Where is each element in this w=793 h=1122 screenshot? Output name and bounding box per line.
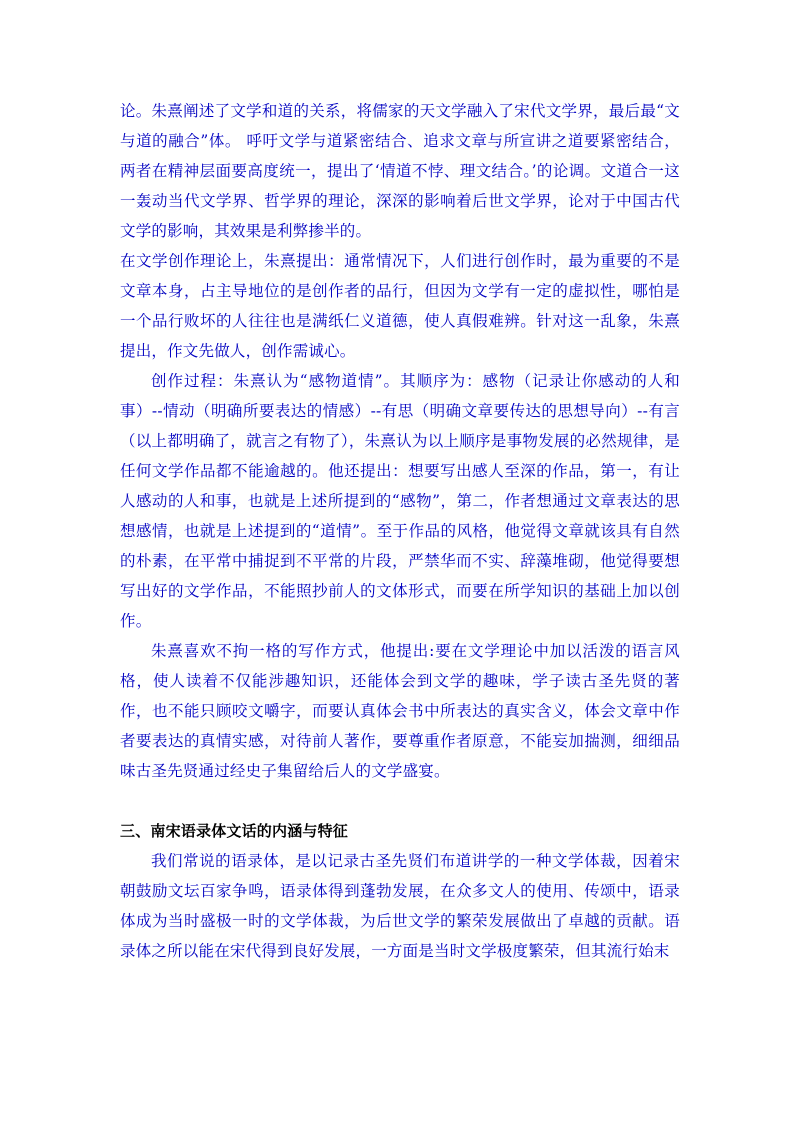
- section-heading: 三、南宋语录体文话的内涵与特征: [120, 822, 349, 840]
- document-body: [120, 96, 680, 966]
- paragraph-writing-style: 朱熹喜欢不拘一格的写作方式，他提出:要在文学理论中加以活泼的语言风格，使人读着不仅能涉趣知识，还能体会到文学的趣味，学子读古圣先贤的著作，也不能只顾咬文嚼字，而要认真体会书中所表达的真实含义，体会文章中作者要表达的真情实感，对待前人著作，要尊重作者原意，不能妄加揣测，细细品味古圣先贤通过经史子集留给后人的文学盛宴。: [120, 642, 680, 780]
- paragraph-yulu-intro: 我们常说的语录体，是以记录古圣先贤们布道讲学的一种文学体裁，因着宋朝鼓励文坛百家争鸣，语录体得到蓬勃发展，在众多文人的使用、传颂中，语录体成为当时盛极一时的文学体裁，为后世文学的繁荣发展做出了卓越的贡献。语录体之所以能在宋代得到良好发展，一方面是当时文学极度繁荣，但其流行始末: [120, 852, 680, 960]
- paragraph-wendao: 论。朱熹阐述了文学和道的关系，将儒家的天文学融入了宋代文学界，最后最“文与道的融合”体。 呼吁文学与道紧密结合、追求文章与所宣讲之道要紧密结合，两者在精神层面要高度统一，提出了‘情道不悖、理文结合。’的论调。文道合一这一轰动当代文学界、哲学界的理论，深深的影响着后世文学界，论对于中国古代文学的影响，其效果是利弊掺半的。: [120, 102, 680, 240]
- paragraph-creation-process: 创作过程：朱熹认为“感物道情”。其顺序为：感物（记录让你感动的人和事）--情动（明确所要表达的情感）--有思（明确文章要传达的思想导向）--有言（以上都明确了，就言之有物了），朱熹认为以上顺序是事物发展的必然规律，是任何文学作品都不能逾越的。他还提出：想要写出感人至深的作品，第一，有让人感动的人和事，也就是上述所提到的“感物”，第二，作者想通过文章表达的思想感情，也就是上述提到的“道情”。至于作品的风格，他觉得文章就该具有自然的朴素，在平常中捕捉到不平常的片段，严禁华而不实、辞藻堆砌，他觉得要想写出好的文学作品，不能照抄前人的文体形式，而要在所学知识的基础上加以创作。: [120, 372, 680, 630]
- paragraph-creation-theory: 在文学创作理论上，朱熹提出：通常情况下，人们进行创作时，最为重要的不是文章本身，占主导地位的是创作者的品行，但因为文学有一定的虚拟性，哪怕是一个品行败坏的人往往也是满纸仁义道德，使人真假难辨。针对这一乱象，朱熹提出，作文先做人，创作需诚心。: [120, 252, 680, 360]
- section-gap: [120, 786, 680, 816]
